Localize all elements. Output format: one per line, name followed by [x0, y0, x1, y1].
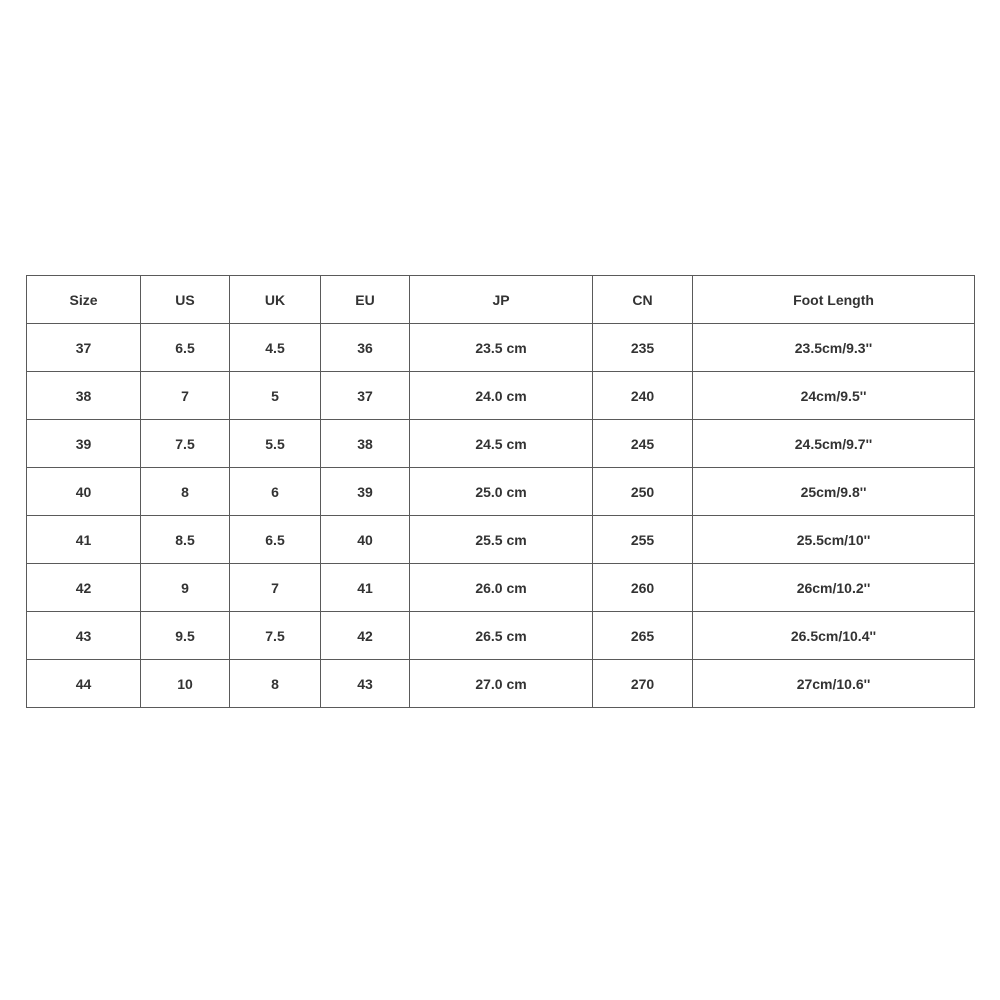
table-cell: 40 — [321, 516, 410, 564]
size-chart-table — [26, 275, 975, 708]
column-header: Foot Length — [693, 276, 975, 324]
table-cell: 25.0 cm — [410, 468, 593, 516]
table-cell: 7 — [141, 372, 230, 420]
table-cell: 39 — [321, 468, 410, 516]
table-row — [27, 468, 975, 516]
size-chart-body — [27, 276, 975, 708]
column-header: JP — [410, 276, 593, 324]
table-cell: 10 — [141, 660, 230, 708]
table-row — [27, 420, 975, 468]
table-cell: 8 — [230, 660, 321, 708]
table-cell: 245 — [593, 420, 693, 468]
table-cell: 8 — [141, 468, 230, 516]
table-cell: 27cm/10.6'' — [693, 660, 975, 708]
column-header: CN — [593, 276, 693, 324]
table-cell: 42 — [27, 564, 141, 612]
table-cell: 25.5cm/10'' — [693, 516, 975, 564]
table-cell: 24.5cm/9.7'' — [693, 420, 975, 468]
header-row — [27, 276, 975, 324]
table-cell: 24.0 cm — [410, 372, 593, 420]
table-cell: 6.5 — [230, 516, 321, 564]
column-header: EU — [321, 276, 410, 324]
table-cell: 235 — [593, 324, 693, 372]
table-cell: 37 — [321, 372, 410, 420]
table-cell: 6.5 — [141, 324, 230, 372]
table-cell: 9 — [141, 564, 230, 612]
table-row — [27, 516, 975, 564]
table-cell: 38 — [321, 420, 410, 468]
table-cell: 26.5 cm — [410, 612, 593, 660]
table-cell: 44 — [27, 660, 141, 708]
column-header: Size — [27, 276, 141, 324]
table-cell: 37 — [27, 324, 141, 372]
table-cell: 23.5 cm — [410, 324, 593, 372]
table-cell: 39 — [27, 420, 141, 468]
table-row — [27, 372, 975, 420]
table-cell: 8.5 — [141, 516, 230, 564]
table-cell: 25.5 cm — [410, 516, 593, 564]
table-cell: 38 — [27, 372, 141, 420]
table-cell: 43 — [27, 612, 141, 660]
table-cell: 24.5 cm — [410, 420, 593, 468]
table-cell: 24cm/9.5'' — [693, 372, 975, 420]
table-cell: 240 — [593, 372, 693, 420]
table-cell: 40 — [27, 468, 141, 516]
table-cell: 7.5 — [141, 420, 230, 468]
table-cell: 5 — [230, 372, 321, 420]
table-cell: 23.5cm/9.3'' — [693, 324, 975, 372]
table-cell: 5.5 — [230, 420, 321, 468]
table-cell: 27.0 cm — [410, 660, 593, 708]
table-row — [27, 612, 975, 660]
table-cell: 41 — [321, 564, 410, 612]
table-cell: 41 — [27, 516, 141, 564]
table-row — [27, 564, 975, 612]
table-cell: 43 — [321, 660, 410, 708]
table-cell: 26.0 cm — [410, 564, 593, 612]
table-row — [27, 324, 975, 372]
table-cell: 6 — [230, 468, 321, 516]
table-cell: 255 — [593, 516, 693, 564]
table-cell: 265 — [593, 612, 693, 660]
table-cell: 36 — [321, 324, 410, 372]
table-cell: 25cm/9.8'' — [693, 468, 975, 516]
table-cell: 270 — [593, 660, 693, 708]
table-cell: 260 — [593, 564, 693, 612]
table-cell: 4.5 — [230, 324, 321, 372]
table-cell: 9.5 — [141, 612, 230, 660]
table-cell: 7 — [230, 564, 321, 612]
table-cell: 250 — [593, 468, 693, 516]
table-cell: 26.5cm/10.4'' — [693, 612, 975, 660]
column-header: UK — [230, 276, 321, 324]
table-cell: 42 — [321, 612, 410, 660]
column-header: US — [141, 276, 230, 324]
table-row — [27, 660, 975, 708]
table-cell: 7.5 — [230, 612, 321, 660]
table-cell: 26cm/10.2'' — [693, 564, 975, 612]
